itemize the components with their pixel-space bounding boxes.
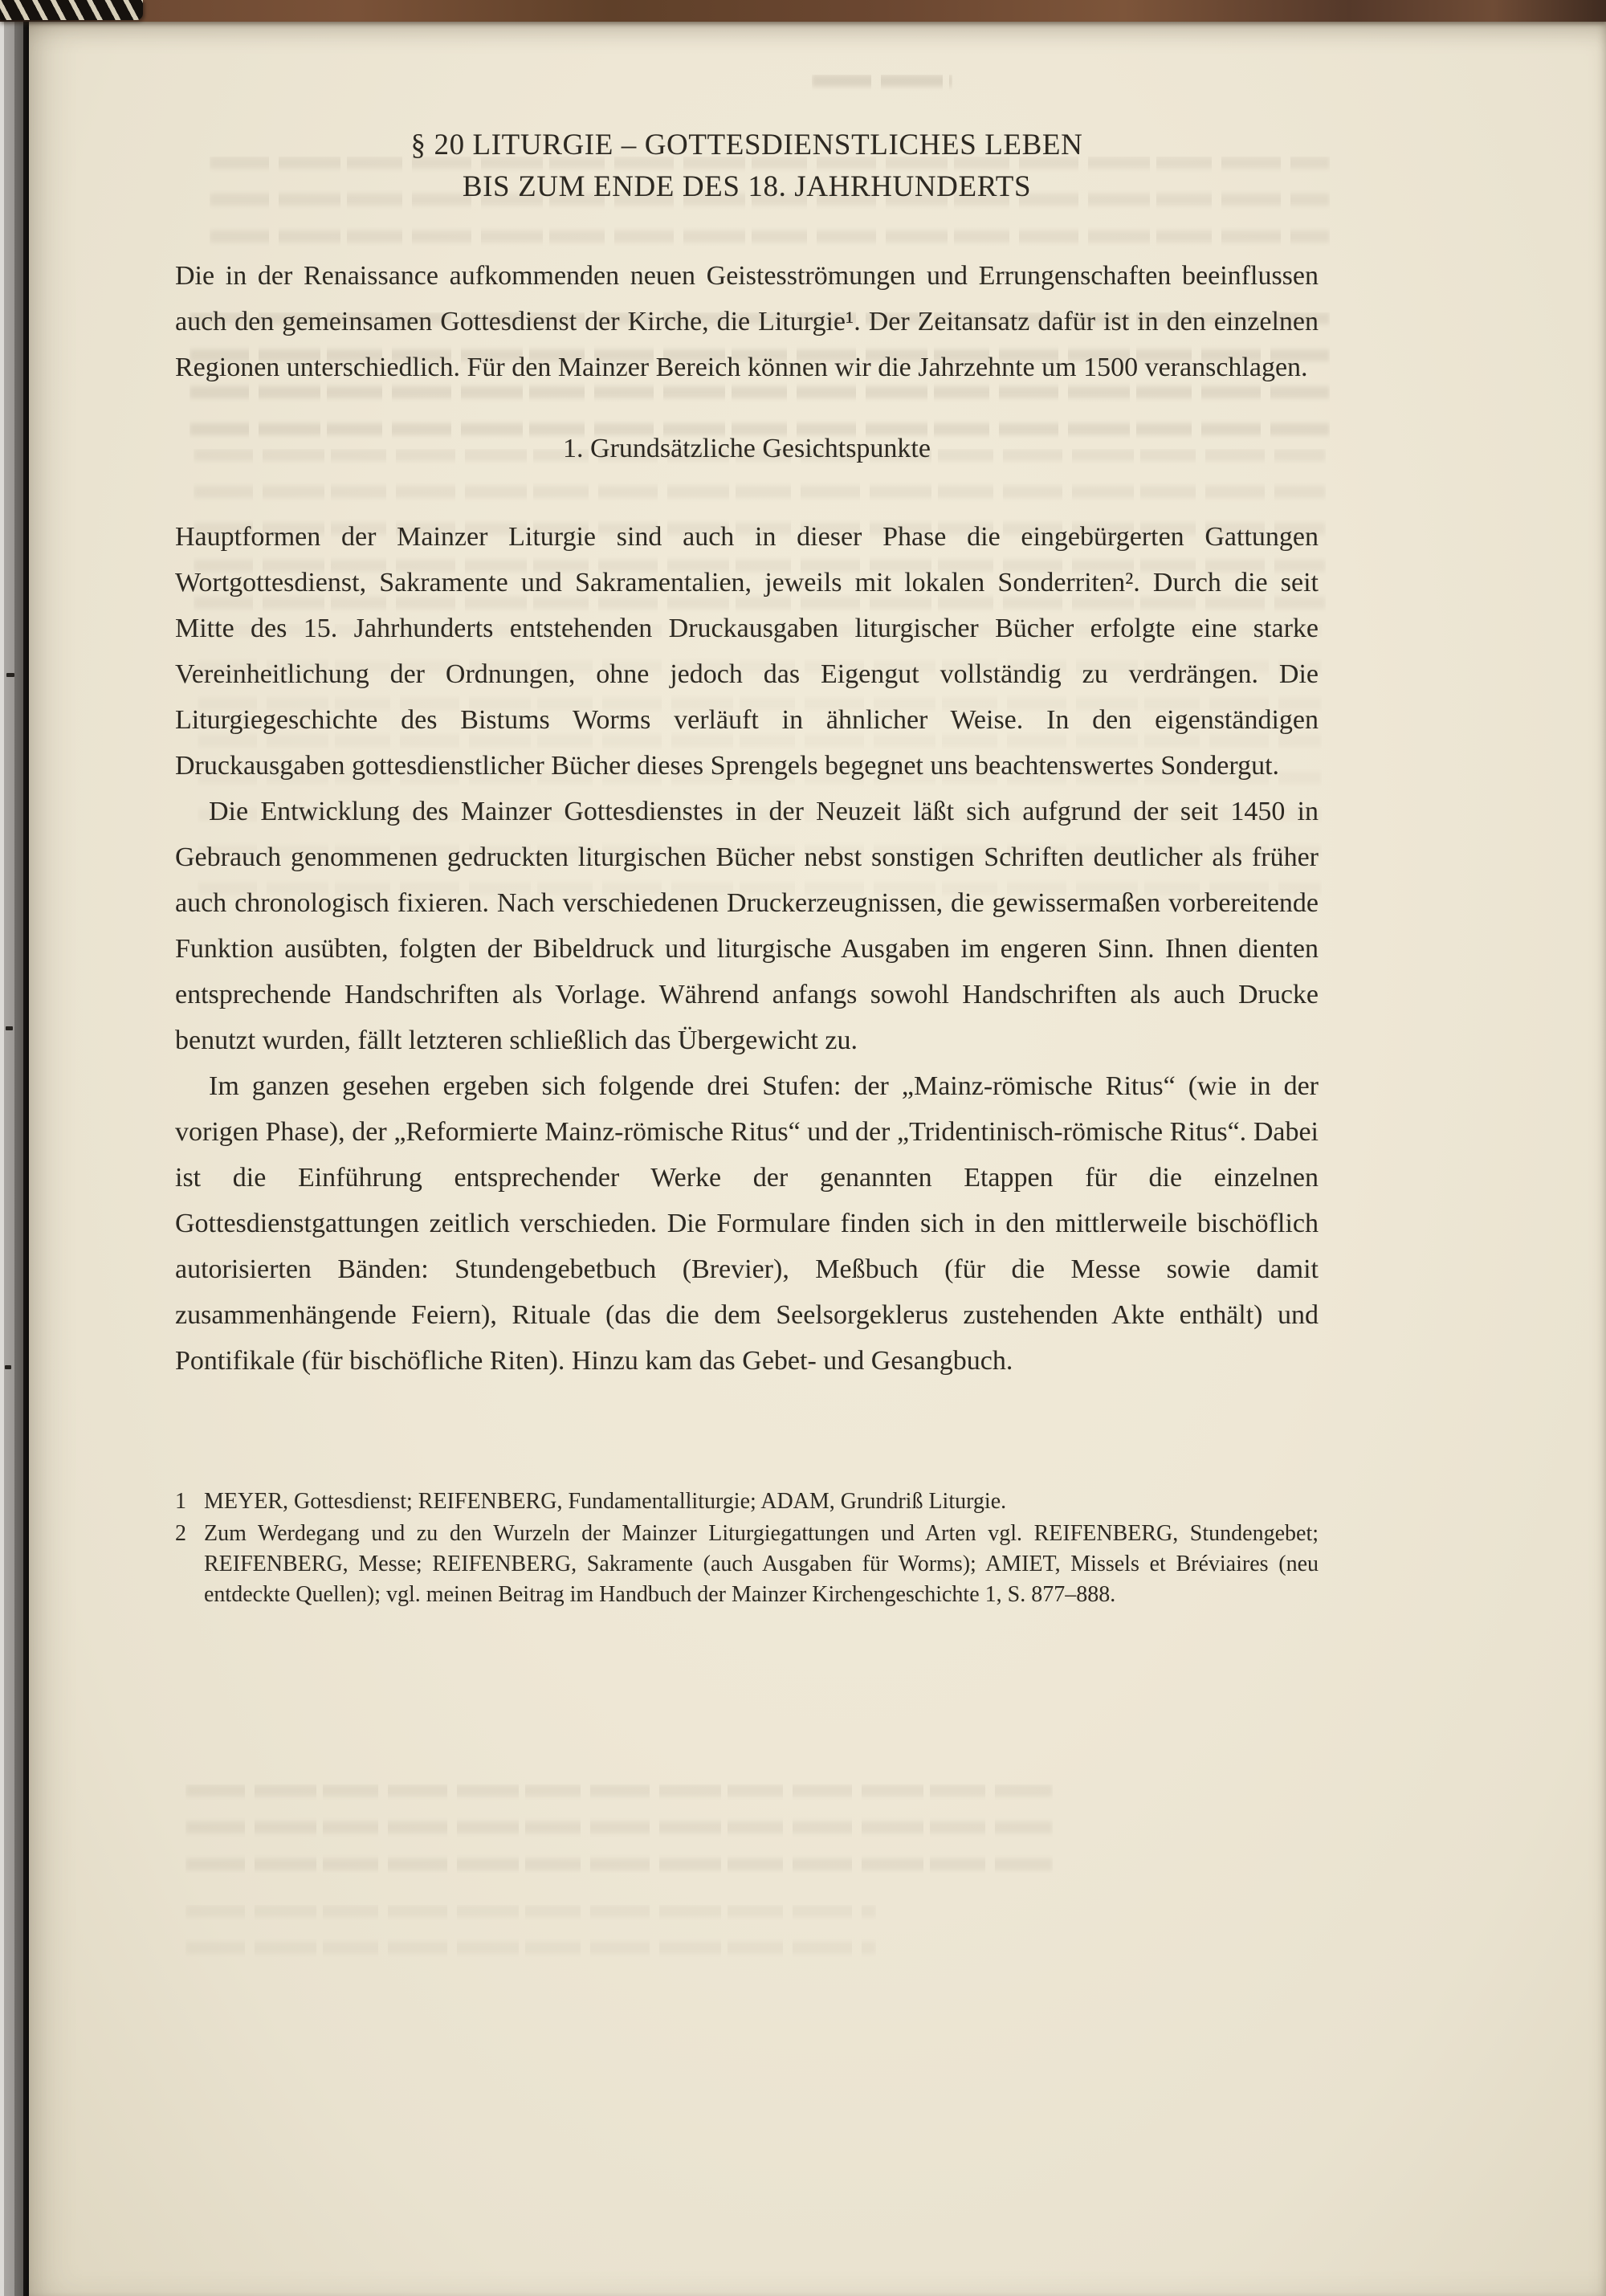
headband-pattern bbox=[0, 0, 143, 20]
footnotes bbox=[175, 1486, 1319, 1610]
book-top-edge bbox=[0, 0, 1606, 22]
footnote-number: 1 bbox=[175, 1489, 186, 1514]
footnote-number: 2 bbox=[175, 1521, 186, 1546]
scan-artifact bbox=[6, 673, 14, 677]
chapter-title-line2: BIS ZUM ENDE DES 18. JAHRHUNDERTS bbox=[462, 170, 1032, 203]
footnote-2 bbox=[175, 1519, 1319, 1610]
scan-artifact bbox=[5, 1365, 11, 1369]
bleedthrough-artifact bbox=[185, 1905, 876, 1961]
footnote-text: Zum Werdegang und zu den Wurzeln der Mainzer Liturgiegattungen und Arten vgl. REIFENBERG, Stundengebet; REIFENBERG, Messe; REIFENBERG, Sakramente (auch Ausgaben für Worms); AMIET, Missels et Bréviaires (neu entdeckte Quellen); vgl. meinen Beitrag im Handbuch der Mainzer Kirchengeschichte 1, S. 877–888. bbox=[204, 1521, 1319, 1607]
section-heading: 1. Grundsätzliche Gesichtspunkte bbox=[563, 434, 931, 463]
scan-artifact bbox=[6, 1026, 13, 1030]
chapter-title bbox=[175, 124, 1319, 208]
footnote-text: MEYER, Gottesdienst; REIFENBERG, Fundamentalliturgie; ADAM, Grundriß Liturgie. bbox=[204, 1489, 1007, 1514]
book-page bbox=[29, 22, 1606, 2296]
bleedthrough-header-artifact bbox=[812, 75, 952, 102]
paragraph-hauptformen: Hauptformen der Mainzer Liturgie sind auch in dieser Phase die eingebürgerten Gattungen Wortgottesdienst, Sakramente und Sakramentalien, jeweils mit lokalen Sonderriten². Durch die seit Mitte des 15. Jahrhunderts entstehenden Druckausgaben liturgischer Bücher erfolgte eine starke Vereinheitlichung der Ordnungen, ohne jedoch das Eigengut vollständig zu verdrängen. Die Liturgiegeschichte des Bistums Worms verläuft in ähnlicher Weise. In den eigenständigen Druckausgaben gottesdienstlicher Bücher dieses Sprengels begegnet uns beachtenswertes Sondergut. bbox=[175, 522, 1319, 781]
page-content bbox=[175, 124, 1319, 1610]
book-left-edge bbox=[0, 0, 29, 2296]
paragraph-entwicklung: Die Entwicklung des Mainzer Gottesdienstes in der Neuzeit läßt sich aufgrund der seit 1450 in Gebrauch genommenen gedruckten liturgischen Bücher nebst sonstigen Schriften deutlicher als früher auch chronologisch fixieren. Nach verschiedenen Druckerzeugnissen, die gewissermaßen vorbereitende Funktion ausübten, folgten der Bibeldruck und liturgische Ausgaben im engeren Sinn. Ihnen dienten entsprechende Handschriften als Vorlage. Während anfangs sowohl Handschriften als auch Drucke benutzt wurden, fällt letzteren schließlich das Übergewicht zu. bbox=[175, 797, 1319, 1055]
footnote-1 bbox=[175, 1486, 1319, 1517]
paragraph-stufen: Im ganzen gesehen ergeben sich folgende drei Stufen: der „Mainz-römische Ritus“ (wie in der vorigen Phase), der „Reformierte Mainz-römische Ritus“ und der „Tridentinisch-römische Ritus“. Dabei ist die Einführung entsprechender Werke der genannten Etappen für die einzelnen Gottesdienstgattungen zeitlich verschieden. Die Formulare finden sich in den mittlerweile bischöflich autorisierten Bänden: Stundengebetbuch (Brevier), Meßbuch (für die Messe sowie damit zusammenhängende Feiern), Rituale (das die dem Seelsorgeklerus zustehenden Akte enthält) und Pontifikale (für bischöfliche Riten). Hinzu kam das Gebet- und Gesangbuch. bbox=[175, 1071, 1319, 1376]
chapter-title-line1: § 20 LITURGIE – GOTTESDIENSTLICHES LEBEN bbox=[410, 128, 1083, 161]
paragraph-intro: Die in der Renaissance aufkommenden neuen Geistesströmungen und Errungenschaften beeinflussen auch den gemeinsamen Gottesdienst der Kirche, die Liturgie¹. Der Zeitansatz dafür ist in den einzelnen Regionen unterschiedlich. Für den Mainzer Bereich können wir die Jahrzehnte um 1500 veranschlagen. bbox=[175, 261, 1319, 382]
bleedthrough-artifact bbox=[185, 1784, 1053, 1873]
